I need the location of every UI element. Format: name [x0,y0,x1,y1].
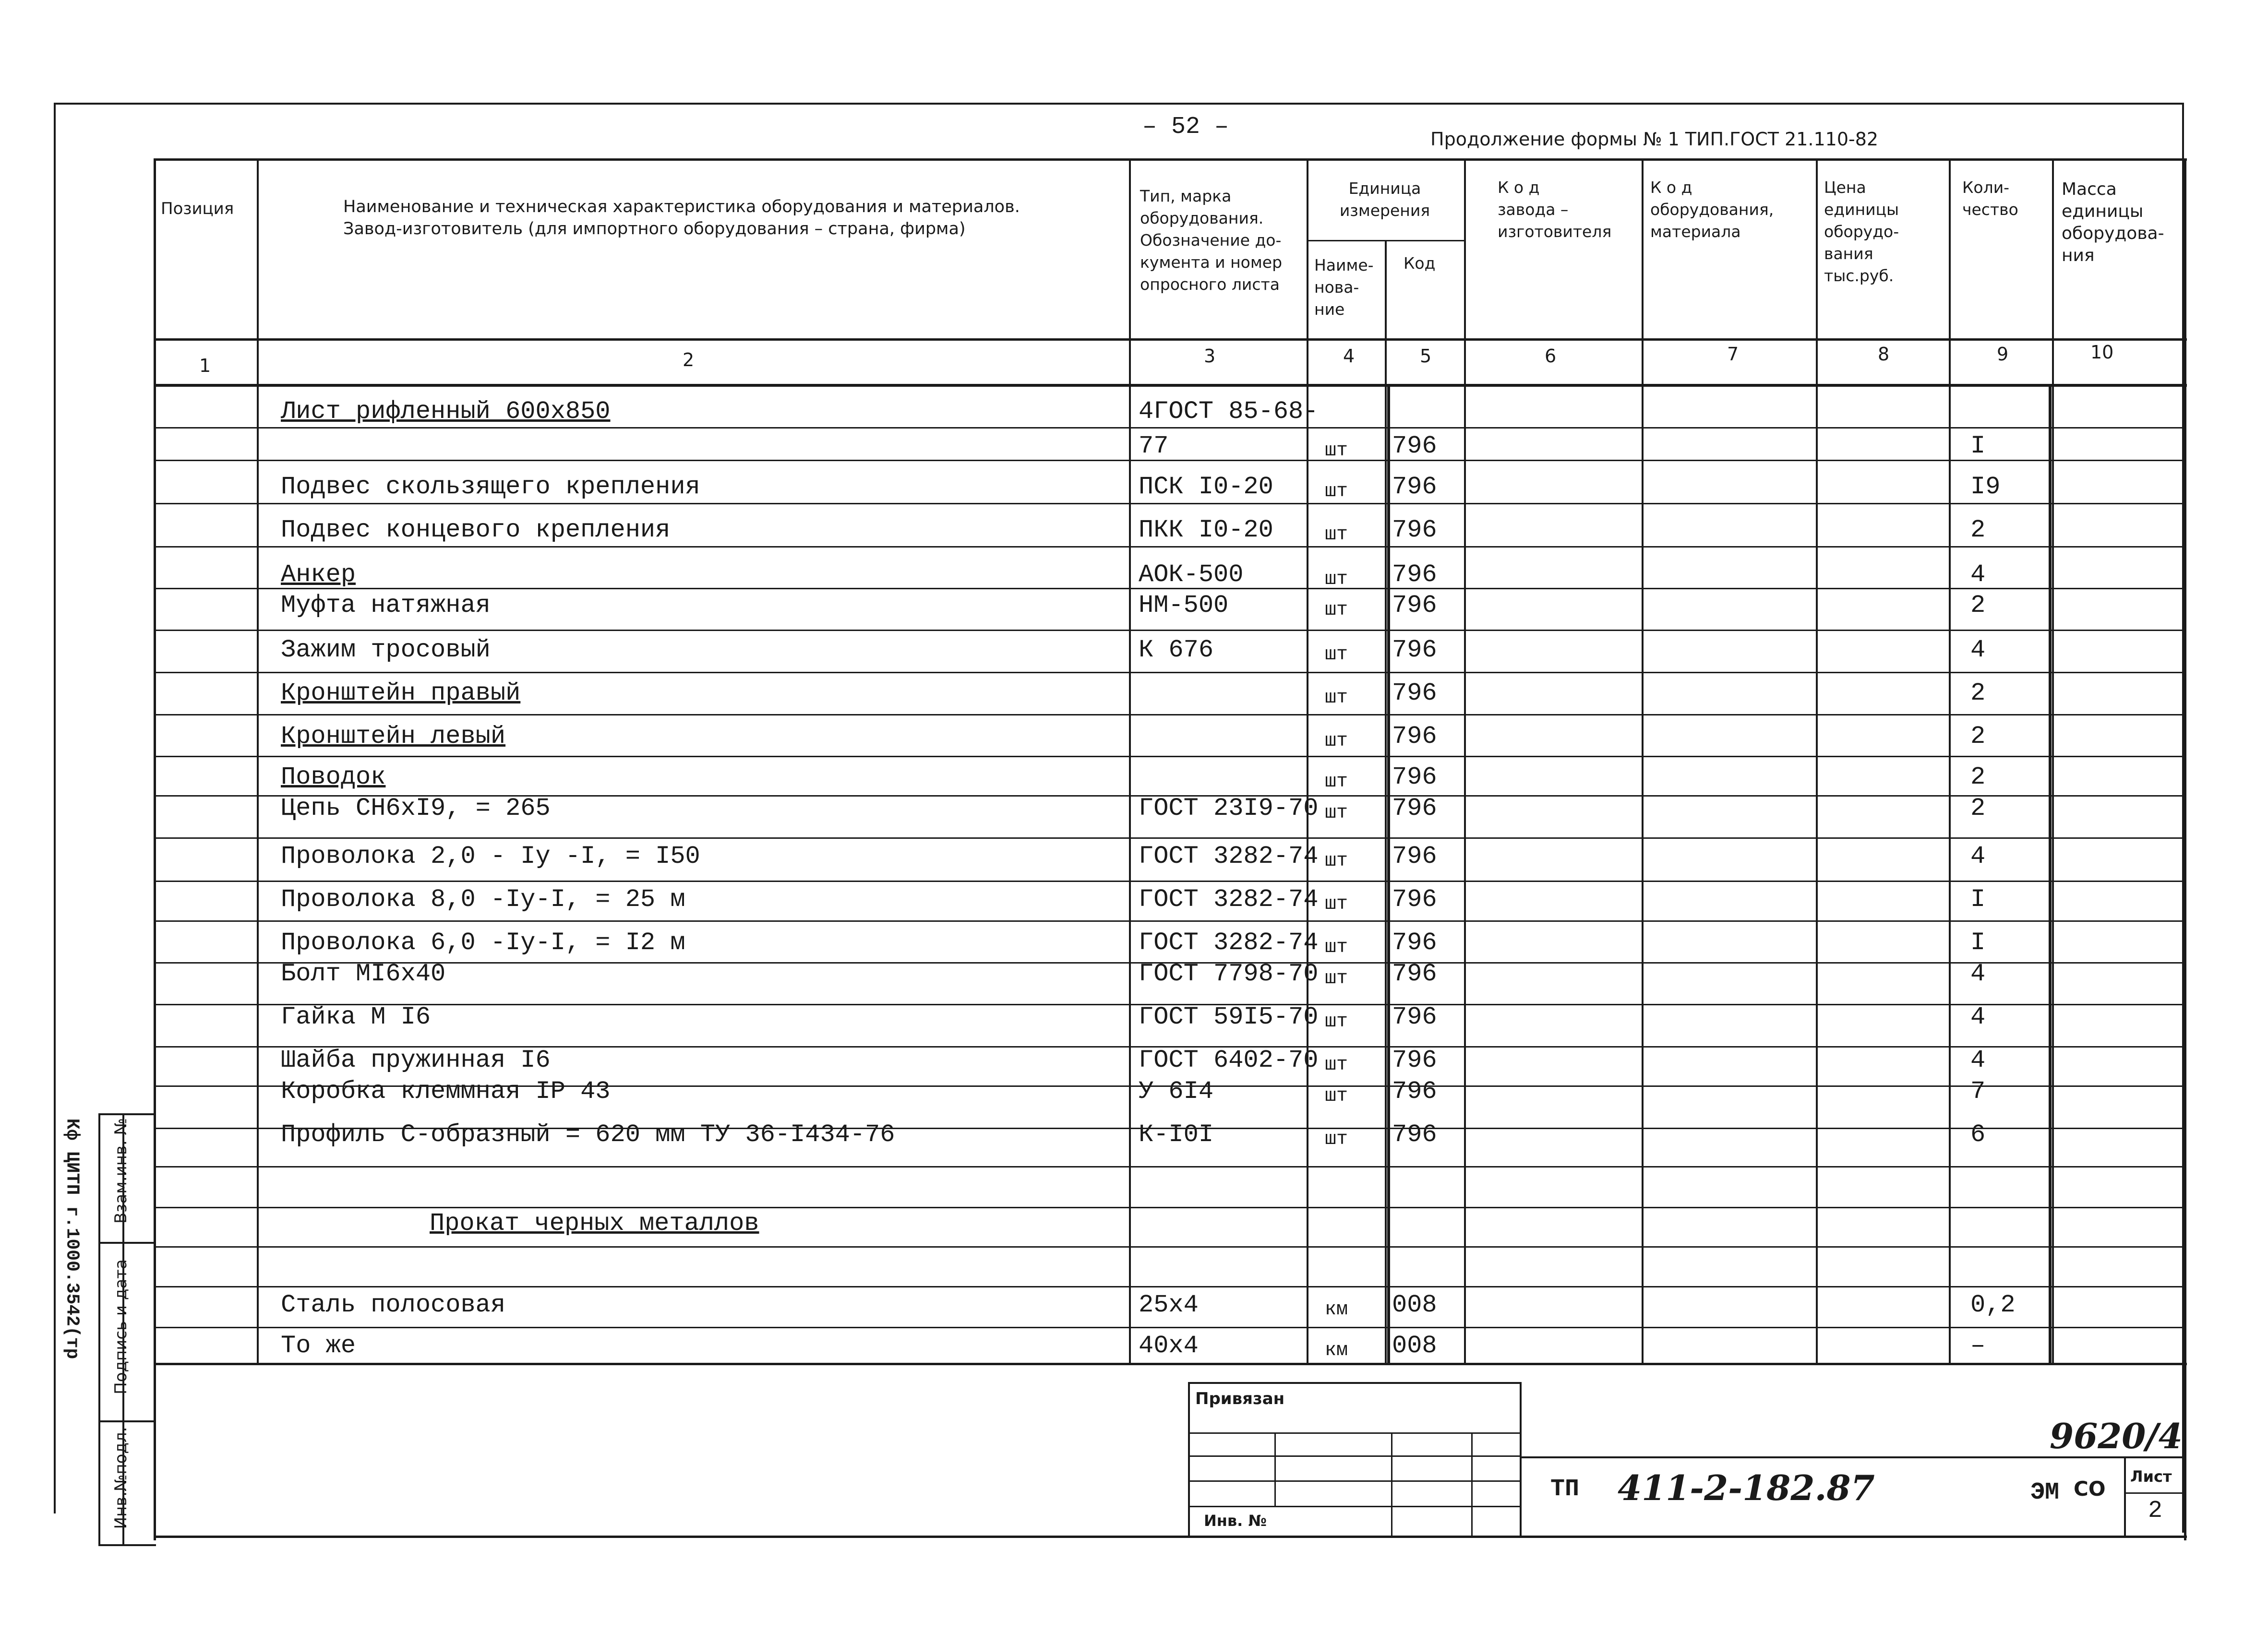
item-unit: шт [1325,1054,1348,1076]
outer-frame-left [54,103,56,1513]
item-name: Коробка клеммная IР 43 [281,1077,611,1106]
row-separator [156,503,2185,504]
form-note: Продолжение формы № 1 ТИП.ГОСТ 21.110-82 [1430,129,1879,150]
item-name: Кронштейн левый [281,722,506,751]
col-line-7 [1816,158,1818,1364]
item-quantity: 6 [1970,1120,1986,1149]
header-unit: Единица измерения [1339,179,1430,220]
item-type: НМ-500 [1139,591,1229,619]
item-name: Прокат черных металлов [430,1209,759,1238]
table-right-line [2184,158,2186,1540]
item-unit-code: 796 [1392,591,1437,619]
header-unit-code: Код [1404,254,1436,273]
item-unit-code: 796 [1392,885,1437,914]
col-line-8 [1949,158,1951,1364]
column-number-8: 8 [1878,344,1890,365]
item-unit-code: 796 [1392,960,1437,988]
item-type: ГОСТ 3282-74 [1139,885,1319,914]
item-type: ПСК I0-20 [1139,473,1273,501]
item-type: ГОСТ 3282-74 [1139,842,1319,870]
col-line-9 [2052,158,2054,1364]
item-type: 4ГОСТ 85-68- [1139,397,1319,426]
item-name: Подвес концевого крепления [281,516,671,544]
privyazan-box-left [1188,1382,1190,1536]
item-unit: шт [1325,1129,1348,1150]
stamp-podpis-label: Подпись и дата [111,1259,131,1394]
stamp-vzam-label: Взам.инв. № [111,1118,131,1224]
item-quantity: 4 [1970,560,1986,589]
row-separator [156,427,2185,429]
header-mass: Масса единицы оборудова- ния [2062,179,2164,265]
item-type: ГОСТ 59I5-70 [1139,1003,1319,1031]
column-number-6: 6 [1545,345,1557,367]
item-name: Гайка М I6 [281,1003,431,1031]
item-quantity: 7 [1970,1077,1986,1106]
item-quantity: 0,2 [1970,1291,2016,1319]
designation-top [1522,1456,2126,1458]
sheet-number: 2 [2148,1497,2163,1525]
item-type: 25х4 [1139,1291,1199,1319]
header-unit-name: Наиме- нова- ние [1314,256,1374,319]
album-number: 9620/4 [2050,1416,2183,1456]
col-line-4 [1385,240,1387,1364]
item-quantity: 2 [1970,722,1986,751]
item-quantity: 4 [1970,636,1986,664]
header-type: Тип, марка оборудования. Обозначение до- кумента и номер опросного листа [1140,187,1283,294]
item-quantity: 4 [1970,960,1986,988]
copy-note: Кф ЦИТП г.1000.3542(тр [61,1118,83,1359]
item-unit: шт [1325,968,1348,989]
item-unit: шт [1325,730,1348,752]
sheet-cell-left [2124,1456,2126,1536]
stamp-frame-left [98,1113,100,1545]
item-type: ПКК I0-20 [1139,516,1273,544]
item-quantity: 2 [1970,794,1986,822]
item-quantity: 2 [1970,763,1986,791]
item-unit: шт [1325,893,1348,915]
row-separator [156,546,2185,548]
item-unit-code: 796 [1392,722,1437,751]
col-line-1 [257,158,259,1364]
tp-label: ТП [1550,1476,1580,1503]
item-name: Сталь полосовая [281,1291,506,1319]
item-name: Проволока 2,0 - Iу -I, = I50 [281,842,700,870]
column-number-2: 2 [683,349,695,370]
item-type: К-I0I [1139,1120,1214,1149]
item-unit-code: 796 [1392,1077,1437,1106]
item-unit-code: 796 [1392,763,1437,791]
item-name: Болт МI6х40 [281,960,446,988]
row-separator [156,1286,2185,1287]
item-unit-code: 796 [1392,636,1437,664]
column-number-10: 10 [2090,342,2114,363]
row-separator [156,1166,2185,1167]
item-name: Шайба пружинная I6 [281,1046,551,1074]
item-unit-code: 796 [1392,679,1437,707]
sheet-label: Лист [2130,1467,2172,1486]
privyazan-col-1 [1274,1432,1276,1506]
item-unit: шт [1325,524,1348,546]
item-unit-code: 796 [1392,473,1437,501]
column-number-3: 3 [1204,345,1216,367]
item-type: К 676 [1139,636,1214,664]
sheet-bottom-line [154,1536,2187,1538]
numbers-row-line [154,384,2187,387]
item-unit-code: 796 [1392,432,1437,460]
item-name: Цепь СН6хI9, = 265 [281,794,551,822]
outer-frame-top [54,103,2184,105]
privyazan-col-2 [1391,1432,1392,1536]
row-separator [156,630,2185,631]
item-unit: км [1325,1340,1348,1361]
header-factory-code: К о д завода – изготовителя [1498,178,1612,241]
row-separator [156,1207,2185,1208]
item-unit: шт [1325,644,1348,666]
item-quantity: – [1970,1332,1986,1360]
header-price: Цена единицы оборудо- вания тыс.руб. [1824,178,1899,285]
column-number-1: 1 [199,355,211,376]
item-type: ГОСТ 6402-70 [1139,1046,1319,1074]
item-unit: шт [1325,481,1348,502]
table-left-line [154,158,156,1540]
item-unit-code: 796 [1392,560,1437,589]
item-type: У 6I4 [1139,1077,1214,1106]
header-bottom-line [154,338,2187,341]
privyazan-label: Привязан [1195,1389,1285,1408]
item-unit: км [1325,1299,1348,1321]
item-name: Профиль С-образный = 620 мм ТУ 36-I434-76 [281,1120,895,1149]
header-position: Позиция [161,199,234,218]
item-name: Подвес скользящего крепления [281,473,700,501]
item-type: АОК-500 [1139,560,1244,589]
item-unit: шт [1325,937,1348,958]
item-quantity: 2 [1970,591,1986,619]
item-unit-code: 796 [1392,794,1437,822]
col-line-6 [1642,158,1644,1364]
row-separator [156,881,2185,882]
stamp-inv-label: Инв.№подл. [111,1427,131,1529]
item-name: Муфта натяжная [281,591,491,619]
col-line-5 [1464,158,1466,1364]
doc-code: ЭМ [2030,1479,2060,1506]
item-unit: шт [1325,802,1348,824]
item-type: ГОСТ 23I9-70 [1139,794,1319,822]
item-type: ГОСТ 3282-74 [1139,929,1319,957]
item-type: ГОСТ 7798-70 [1139,960,1319,988]
row-separator [156,920,2185,922]
row-separator [156,672,2185,673]
doc-co: СО [2074,1477,2106,1501]
item-quantity: 2 [1970,516,1986,544]
item-name: Кронштейн правый [281,679,521,707]
col-line-3 [1307,158,1308,1364]
item-unit: шт [1325,1085,1348,1107]
item-unit: шт [1325,1011,1348,1033]
row-separator [156,1246,2185,1248]
item-unit-code: 796 [1392,1046,1437,1074]
column-number-7: 7 [1727,344,1739,365]
item-unit: шт [1325,569,1348,590]
item-unit: шт [1325,599,1348,621]
item-name: То же [281,1332,356,1360]
item-unit-code: 796 [1392,929,1437,957]
item-name: Зажим тросовый [281,636,491,664]
item-quantity: I9 [1970,473,2001,501]
row-separator [156,714,2185,715]
item-quantity: I [1970,885,1986,914]
tp-number: 411-2-182.87 [1618,1467,1875,1508]
privyazan-box-right [1520,1382,1522,1536]
item-quantity: 4 [1970,1046,1986,1074]
item-quantity: 4 [1970,842,1986,870]
item-quantity: 2 [1970,679,1986,707]
header-quantity: Коли- чество [1962,178,2018,219]
item-type: 40х4 [1139,1332,1199,1360]
item-type: 77 [1139,432,1169,460]
item-name: Поводок [281,763,386,791]
inv-no-label: Инв. № [1204,1512,1267,1530]
item-unit: шт [1325,850,1348,872]
col-line-2 [1129,158,1131,1364]
item-quantity: 4 [1970,1003,1986,1031]
row-separator [156,1327,2185,1328]
privyazan-col-3 [1471,1432,1473,1536]
bold-frame-left [1387,386,1390,1363]
column-number-5: 5 [1420,345,1432,367]
page-number: – 52 – [1142,113,1229,141]
item-unit-code: 008 [1392,1291,1437,1319]
privyazan-box-top [1188,1382,1522,1384]
item-unit-code: 796 [1392,842,1437,870]
row-separator [156,460,2185,461]
item-unit: шт [1325,440,1348,462]
header-name: Наименование и техническая характеристика оборудования и материалов. Завод-изготовитель (для импортного оборудования – страна, фирма) [343,197,1020,238]
item-name: Лист рифленный 600х850 [281,397,611,426]
table-top-line [154,158,2187,161]
row-separator [156,837,2185,839]
column-number-4: 4 [1343,345,1355,367]
item-unit: шт [1325,687,1348,709]
row-separator [156,756,2185,757]
item-name: Анкер [281,560,356,589]
item-unit: шт [1325,771,1348,793]
item-unit-code: 796 [1392,1120,1437,1149]
item-unit-code: 796 [1392,516,1437,544]
column-number-9: 9 [1997,344,2009,365]
row-separator [156,1364,2185,1365]
item-quantity: I [1970,929,1986,957]
header-equipment-code: К о д оборудования, материала [1650,178,1774,241]
item-unit-code: 008 [1392,1332,1437,1360]
item-quantity: I [1970,432,1986,460]
sheet-cell-mid [2124,1492,2186,1494]
bold-frame-right [2049,386,2052,1363]
item-name: Проволока 8,0 -Iу-I, = 25 м [281,885,685,914]
sheet-cell-top [2124,1456,2186,1458]
item-name: Проволока 6,0 -Iу-I, = I2 м [281,929,685,957]
item-unit-code: 796 [1392,1003,1437,1031]
